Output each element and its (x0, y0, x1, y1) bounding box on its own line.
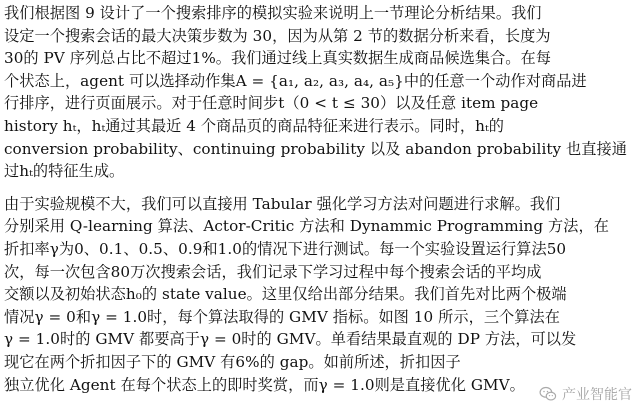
text-line: 现它在两个折扣因子下的 GMV 有6%的 gap。如前所述，折扣因子 (4, 352, 461, 371)
text-line: 独立优化 Agent 在每个状态上的即时奖赏，而γ = 1.0则是直接优化 GMV。 (4, 375, 525, 394)
text-line: 分别采用 Q-learning 算法、Actor-Critic 方法和 Dynammic Programming 方法，在 (4, 217, 609, 236)
text-line: 行排序，进行页面展示。对于任意时间步t（0 < t ≤ 30）以及任意 item page (4, 94, 539, 113)
watermark (538, 384, 632, 404)
text-line: conversion probability、continuing probability 以及 abandon probability 也直接通 (4, 139, 627, 158)
text-line: 由于实验规模不大，我们可以直接用 Tabular 强化学习方法对问题进行求解。我们 (4, 194, 561, 213)
watermark-label: 产业智能官 (562, 387, 632, 403)
paragraph-spacer (4, 183, 634, 193)
paragraph-2 (4, 193, 634, 396)
text-line: 次，每一次包含80万次搜索会话，我们记录下学习过程中每个搜索会话的平均成 (4, 262, 542, 281)
text-line: history hₜ，hₜ通过其最近 4 个商品页的商品特征来进行表示。同时，hₜ的 (4, 116, 505, 135)
text-line: 情况γ = 0和γ = 1.0时，每个算法取得的 GMV 指标。如图 10 所示，三个算法在 (4, 307, 561, 326)
text-line: γ = 1.0时的 GMV 都要高于γ = 0时的 GMV。单看结果最直观的 DP 方法，可以发 (4, 330, 577, 349)
text-line: 30的 PV 序列总占比不超过1%。我们通过线上真实数据生成商品候选集合。在每 (4, 49, 552, 68)
wechat-icon (538, 384, 558, 404)
paragraph-1 (4, 2, 634, 183)
text-line: 个状态上，agent 可以选择动作集A = {a₁, a₂, a₃, a₄, a₅}中的任意一个动作对商品进 (4, 71, 587, 90)
text-line: 交额以及初始状态h₀的 state value。这里仅给出部分结果。我们首先对比两个极端 (4, 285, 567, 304)
text-line: 设定一个搜索会话的最大决策步数为 30，因为从第 2 节的数据分析来看，长度为 (4, 26, 551, 45)
text-line: 过hₜ的特征生成。 (4, 162, 125, 181)
text-line: 折扣率γ为0、0.1、0.5、0.9和1.0的情况下进行测试。每一个实验设置运行算法50 (4, 239, 567, 258)
text-line: 我们根据图 9 设计了一个搜索排序的模拟实验来说明上一节理论分析结果。我们 (4, 4, 542, 22)
